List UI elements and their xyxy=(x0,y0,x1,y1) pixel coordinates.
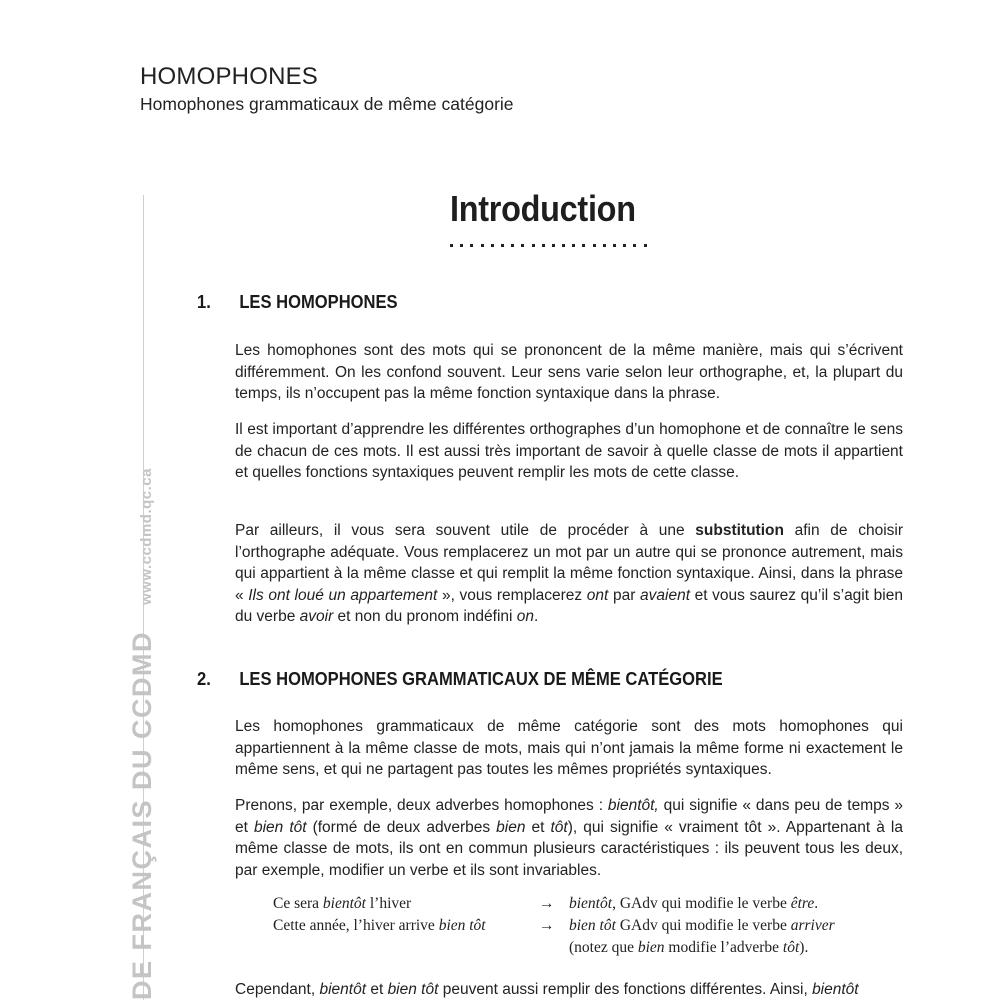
section-title: LES HOMOPHONES GRAMMATICAUX DE MÊME CATÉGORIE xyxy=(239,669,723,689)
section-2-heading xyxy=(197,667,768,691)
example-row: Ce sera bientôt l’hiver → bientôt, GAdv qui modifie le verbe être. xyxy=(273,893,905,915)
section-number: 1. xyxy=(197,292,211,312)
sidebar-watermark xyxy=(127,468,158,1000)
paragraph: Les homophones grammaticaux de même catégorie sont des mots homophones qui appartiennent à la même classe de mots, mais qui n’ont jamais la même forme ni exactement le même sens, et qui ne partagent pas toutes les mêmes propriétés syntaxiques. xyxy=(235,718,903,778)
section-title: LES HOMOPHONES xyxy=(239,292,398,312)
section-number: 2. xyxy=(197,669,211,689)
paragraph: Il est important d’apprendre les différentes orthographes d’un homophone et de connaître le sens de chacun de ces mots. Il est aussi très important de savoir à quelle classe de mots il appartient et quelles fonctions syntaxiques peuvent remplir les mots de cette classe. xyxy=(235,421,903,481)
intro-title: Introduction xyxy=(450,188,636,229)
section-1-heading xyxy=(197,290,415,314)
arrow-icon: → xyxy=(539,917,555,934)
sidebar-brand: DE FRANÇAIS DU CCDMD xyxy=(127,631,157,1000)
example-note: (notez que bien modifie l’adverbe tôt). xyxy=(569,939,809,956)
paragraph: Cependant, bientôt et bien tôt peuvent aussi remplir des fonctions différentes. Ainsi, bientôt xyxy=(235,981,859,998)
document-subtitle: Homophones grammaticaux de même catégorie xyxy=(140,94,514,114)
example-row: Cette année, l’hiver arrive bien tôt → bien tôt GAdv qui modifie le verbe arriver xyxy=(273,915,905,937)
paragraph: Par ailleurs, il vous sera souvent utile de procéder à une substitution afin de choisir l’orthographe adéquate. Vous remplacerez un mot par un autre qui se prononce autrement, mais qui appartient à la même classe et qui remplit la même fonction syntaxique. Ainsi, dans la phrase « Ils ont loué un appartement », vous remplacerez ont par avaient et vous saurez qu’il s’agit bien du verbe avoir et non du pronom indéfini on. xyxy=(235,522,903,625)
paragraph: Les homophones sont des mots qui se prononcent de la même manière, mais qui s’écrivent différemment. On les confond souvent. Leur sens varie selon leur orthographe, et, la plupart du temps, ils n’occupent pas la même fonction syntaxique dans la phrase. xyxy=(235,342,903,402)
example-block xyxy=(273,893,905,959)
paragraph: Prenons, par exemple, deux adverbes homophones : bientôt, qui signifie « dans peu de temps » et bien tôt (formé de deux adverbes bien et tôt), qui signifie « vraiment tôt ». Appartenant à la même classe de mots, ils ont en commun plusieurs caractéristiques : ils peuvent tous les deux, par exemple, modifier un verbe et ils sont invariables. xyxy=(235,797,903,879)
document-title: HOMOPHONES xyxy=(140,63,319,90)
emphasis-bold: substitution xyxy=(695,522,784,539)
document-header xyxy=(140,62,514,116)
sidebar-url: www.ccdmd.qc.ca xyxy=(138,468,155,605)
arrow-icon: → xyxy=(539,895,555,912)
title-dotted-underline xyxy=(450,244,647,247)
